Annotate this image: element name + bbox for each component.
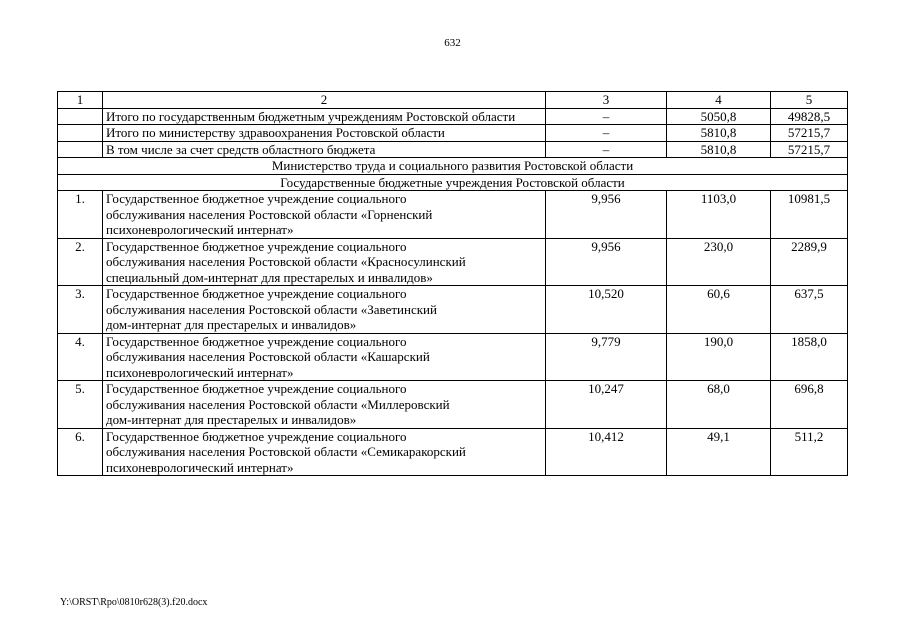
row-col-3: – bbox=[546, 108, 667, 125]
row-col-3: 10,520 bbox=[546, 286, 667, 334]
row-col-3: 10,412 bbox=[546, 428, 667, 476]
row-number bbox=[58, 108, 103, 125]
row-name: Государственное бюджетное учреждение социального обслуживания населения Ростовской области «Горненский психоневрологический интернат» bbox=[103, 191, 546, 239]
header-col-1: 1 bbox=[58, 92, 103, 109]
row-col-3: 9,956 bbox=[546, 238, 667, 286]
row-col-4: 5810,8 bbox=[667, 141, 771, 158]
row-number bbox=[58, 125, 103, 142]
table-row bbox=[58, 191, 848, 239]
table-row bbox=[58, 333, 848, 381]
row-col-3: – bbox=[546, 141, 667, 158]
table-header-row bbox=[58, 92, 848, 109]
budget-table bbox=[57, 91, 848, 476]
row-col-4: 1103,0 bbox=[667, 191, 771, 239]
row-name: Государственное бюджетное учреждение социального обслуживания населения Ростовской области «Красносулинский специальный дом-интернат для престарелых и инвалидов» bbox=[103, 238, 546, 286]
row-name: Государственное бюджетное учреждение социального обслуживания населения Ростовской области «Миллеровский дом-интернат для престарелых и инвалидов» bbox=[103, 381, 546, 429]
row-col-5: 696,8 bbox=[771, 381, 848, 429]
row-number: 6. bbox=[58, 428, 103, 476]
row-col-5: 10981,5 bbox=[771, 191, 848, 239]
row-col-3: – bbox=[546, 125, 667, 142]
row-col-3: 9,779 bbox=[546, 333, 667, 381]
row-col-4: 49,1 bbox=[667, 428, 771, 476]
row-col-5: 511,2 bbox=[771, 428, 848, 476]
row-number: 5. bbox=[58, 381, 103, 429]
row-col-4: 190,0 bbox=[667, 333, 771, 381]
row-name: Государственное бюджетное учреждение социального обслуживания населения Ростовской области «Семикаракорский психоневрологический интернат» bbox=[103, 428, 546, 476]
row-col-5: 57215,7 bbox=[771, 125, 848, 142]
section-title-ministry: Министерство труда и социального развития Ростовской области bbox=[58, 158, 848, 175]
row-name: В том числе за счет средств областного бюджета bbox=[103, 141, 546, 158]
row-name: Государственное бюджетное учреждение социального обслуживания населения Ростовской области «Заветинский дом-интернат для престарелых и инвалидов» bbox=[103, 286, 546, 334]
row-col-4: 5810,8 bbox=[667, 125, 771, 142]
row-name: Итого по министерству здравоохранения Ростовской области bbox=[103, 125, 546, 142]
header-col-2: 2 bbox=[103, 92, 546, 109]
row-col-5: 57215,7 bbox=[771, 141, 848, 158]
row-col-3: 9,956 bbox=[546, 191, 667, 239]
row-number: 4. bbox=[58, 333, 103, 381]
row-col-4: 60,6 bbox=[667, 286, 771, 334]
row-col-5: 637,5 bbox=[771, 286, 848, 334]
table-row bbox=[58, 286, 848, 334]
row-col-5: 2289,9 bbox=[771, 238, 848, 286]
table-row bbox=[58, 108, 848, 125]
row-number: 1. bbox=[58, 191, 103, 239]
table-row bbox=[58, 125, 848, 142]
row-col-4: 5050,8 bbox=[667, 108, 771, 125]
section-title-row bbox=[58, 174, 848, 191]
row-number bbox=[58, 141, 103, 158]
row-col-4: 230,0 bbox=[667, 238, 771, 286]
file-path-footer: Y:\ORST\Rpo\0810r628(3).f20.docx bbox=[60, 597, 208, 608]
row-col-5: 1858,0 bbox=[771, 333, 848, 381]
table-row bbox=[58, 141, 848, 158]
row-name: Итого по государственным бюджетным учреждениям Ростовской области bbox=[103, 108, 546, 125]
section-title-row bbox=[58, 158, 848, 175]
table-row bbox=[58, 428, 848, 476]
page-number: 632 bbox=[444, 37, 461, 49]
header-col-4: 4 bbox=[667, 92, 771, 109]
row-number: 3. bbox=[58, 286, 103, 334]
row-col-5: 49828,5 bbox=[771, 108, 848, 125]
row-number: 2. bbox=[58, 238, 103, 286]
table-row bbox=[58, 381, 848, 429]
table-row bbox=[58, 238, 848, 286]
row-col-3: 10,247 bbox=[546, 381, 667, 429]
row-col-4: 68,0 bbox=[667, 381, 771, 429]
header-col-3: 3 bbox=[546, 92, 667, 109]
header-col-5: 5 bbox=[771, 92, 848, 109]
row-name: Государственное бюджетное учреждение социального обслуживания населения Ростовской области «Кашарский психоневрологический интернат» bbox=[103, 333, 546, 381]
section-title-institutions: Государственные бюджетные учреждения Ростовской области bbox=[58, 174, 848, 191]
